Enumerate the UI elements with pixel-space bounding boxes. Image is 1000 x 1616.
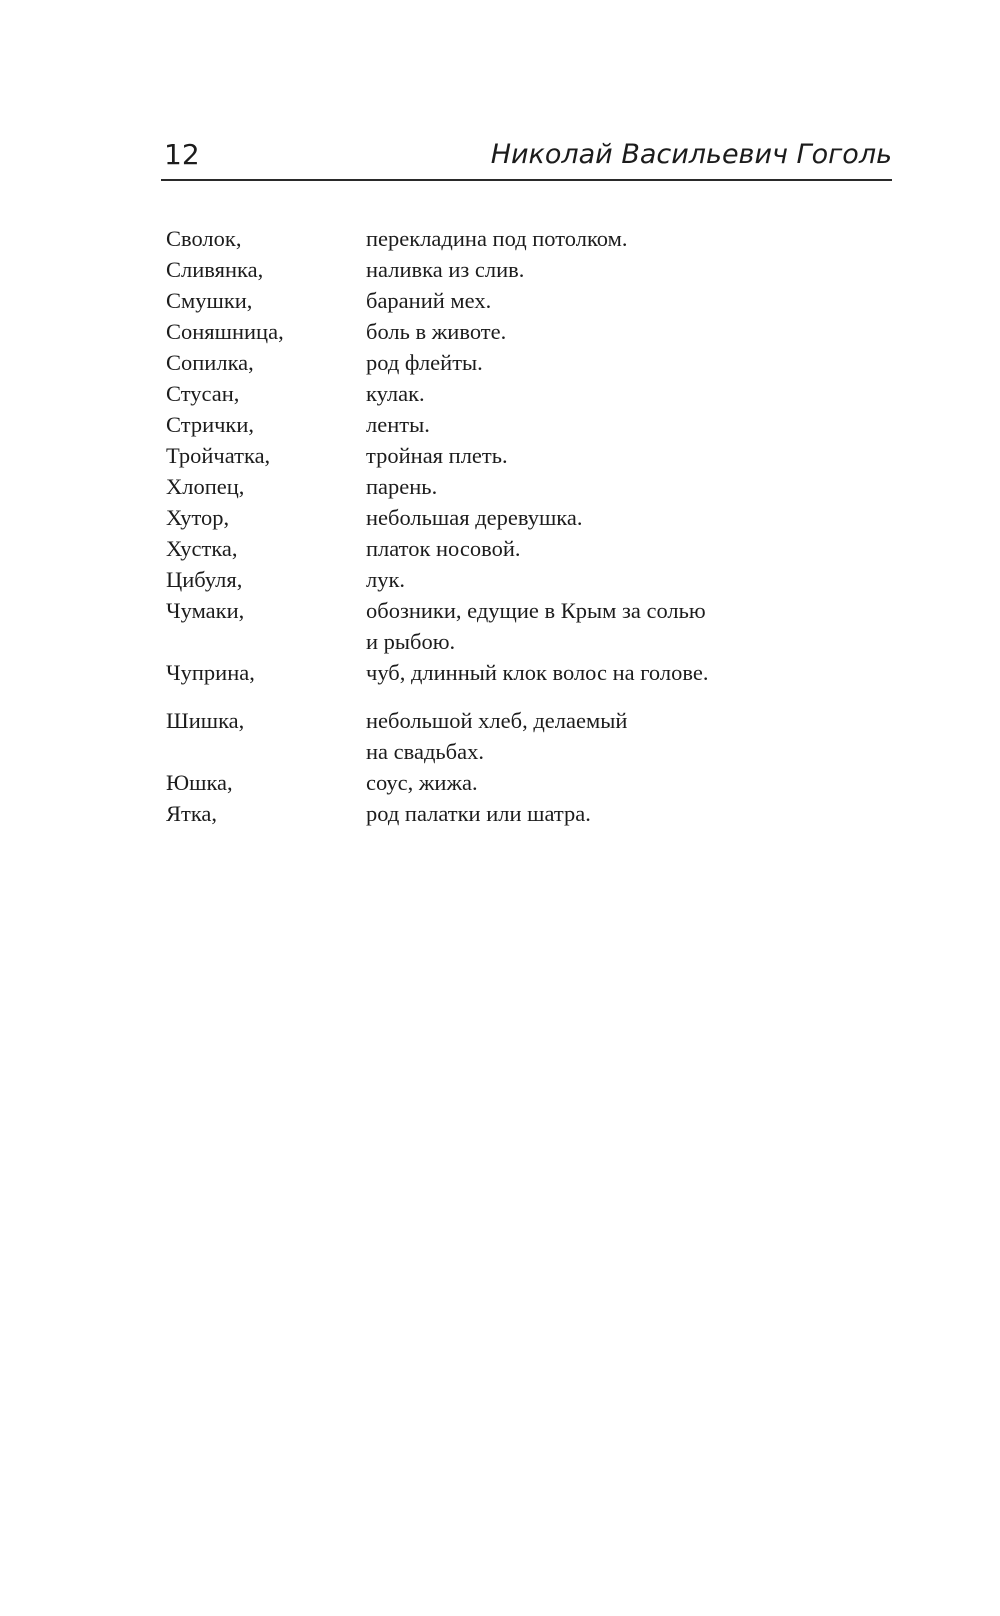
glossary-term: Сопилка,	[166, 350, 254, 375]
glossary-entry	[166, 502, 806, 533]
definition-line: наливка из слив.	[366, 257, 525, 282]
glossary-entry	[166, 533, 806, 564]
definition-line: на свадьбах.	[366, 739, 484, 764]
glossary-definition	[366, 254, 806, 285]
definition-line: кулак.	[366, 381, 425, 406]
glossary-definition	[366, 767, 806, 798]
definition-line: чуб, длинный клок волос на голове.	[366, 660, 709, 685]
definition-line: перекладина под потолком.	[366, 226, 628, 251]
glossary-definition	[366, 347, 806, 378]
definition-line: боль в животе.	[366, 319, 507, 344]
glossary-term: Чумаки,	[166, 598, 245, 623]
glossary-definition	[366, 471, 806, 502]
glossary-entry	[166, 223, 806, 254]
definition-line: небольшой хлеб, делаемый	[366, 708, 628, 733]
glossary-entry	[166, 409, 806, 440]
glossary-definition	[366, 440, 806, 471]
glossary-definition	[366, 223, 806, 254]
glossary-term: Юшка,	[166, 770, 233, 795]
glossary-term: Хустка,	[166, 536, 238, 561]
glossary-term: Хлопец,	[166, 474, 245, 499]
definition-line: ленты.	[366, 412, 430, 437]
glossary-term: Тройчатка,	[166, 443, 271, 468]
glossary-term: Ятка,	[166, 801, 218, 826]
glossary-term: Стусан,	[166, 381, 240, 406]
glossary-term: Стрички,	[166, 412, 255, 437]
glossary-term: Шишка,	[166, 708, 245, 733]
glossary-entry	[166, 347, 806, 378]
glossary-list	[166, 223, 806, 829]
glossary-definition	[366, 657, 806, 688]
running-title: Николай Васильевич Гоголь	[490, 139, 892, 170]
glossary-term: Сливянка,	[166, 257, 264, 282]
glossary-entry	[166, 254, 806, 285]
definition-line: род палатки или шатра.	[366, 801, 591, 826]
glossary-definition	[366, 533, 806, 564]
glossary-entry	[166, 471, 806, 502]
glossary-definition	[366, 595, 806, 657]
glossary-entry	[166, 767, 806, 798]
glossary-entry	[166, 316, 806, 347]
definition-line: и рыбою.	[366, 629, 456, 654]
header-rule	[161, 179, 892, 181]
page-number: 12	[164, 138, 200, 171]
glossary-definition	[366, 316, 806, 347]
definition-line: обозники, едущие в Крым за солью	[366, 598, 706, 623]
glossary-entry	[166, 378, 806, 409]
glossary-entry	[166, 705, 806, 767]
glossary-term: Смушки,	[166, 288, 253, 313]
definition-line: лук.	[366, 567, 406, 592]
definition-line: род флейты.	[366, 350, 483, 375]
glossary-definition	[366, 409, 806, 440]
glossary-definition	[366, 285, 806, 316]
glossary-definition	[366, 798, 806, 829]
definition-line: соус, жижа.	[366, 770, 478, 795]
glossary-term: Соняшница,	[166, 319, 284, 344]
glossary-definition	[366, 502, 806, 533]
definition-line: тройная плеть.	[366, 443, 508, 468]
glossary-term: Чуприна,	[166, 660, 255, 685]
glossary-entry	[166, 798, 806, 829]
definition-line: бараний мех.	[366, 288, 492, 313]
glossary-term: Хутор,	[166, 505, 230, 530]
definition-line: парень.	[366, 474, 438, 499]
glossary-definition	[366, 705, 806, 767]
glossary-definition	[366, 378, 806, 409]
glossary-term: Цибуля,	[166, 567, 243, 592]
glossary-entry	[166, 595, 806, 657]
glossary-entry	[166, 440, 806, 471]
glossary-entry	[166, 657, 806, 688]
definition-line: небольшая деревушка.	[366, 505, 583, 530]
glossary-definition	[366, 564, 806, 595]
glossary-entry	[166, 285, 806, 316]
glossary-entry	[166, 564, 806, 595]
glossary-term: Сволок,	[166, 226, 242, 251]
definition-line: платок носовой.	[366, 536, 521, 561]
